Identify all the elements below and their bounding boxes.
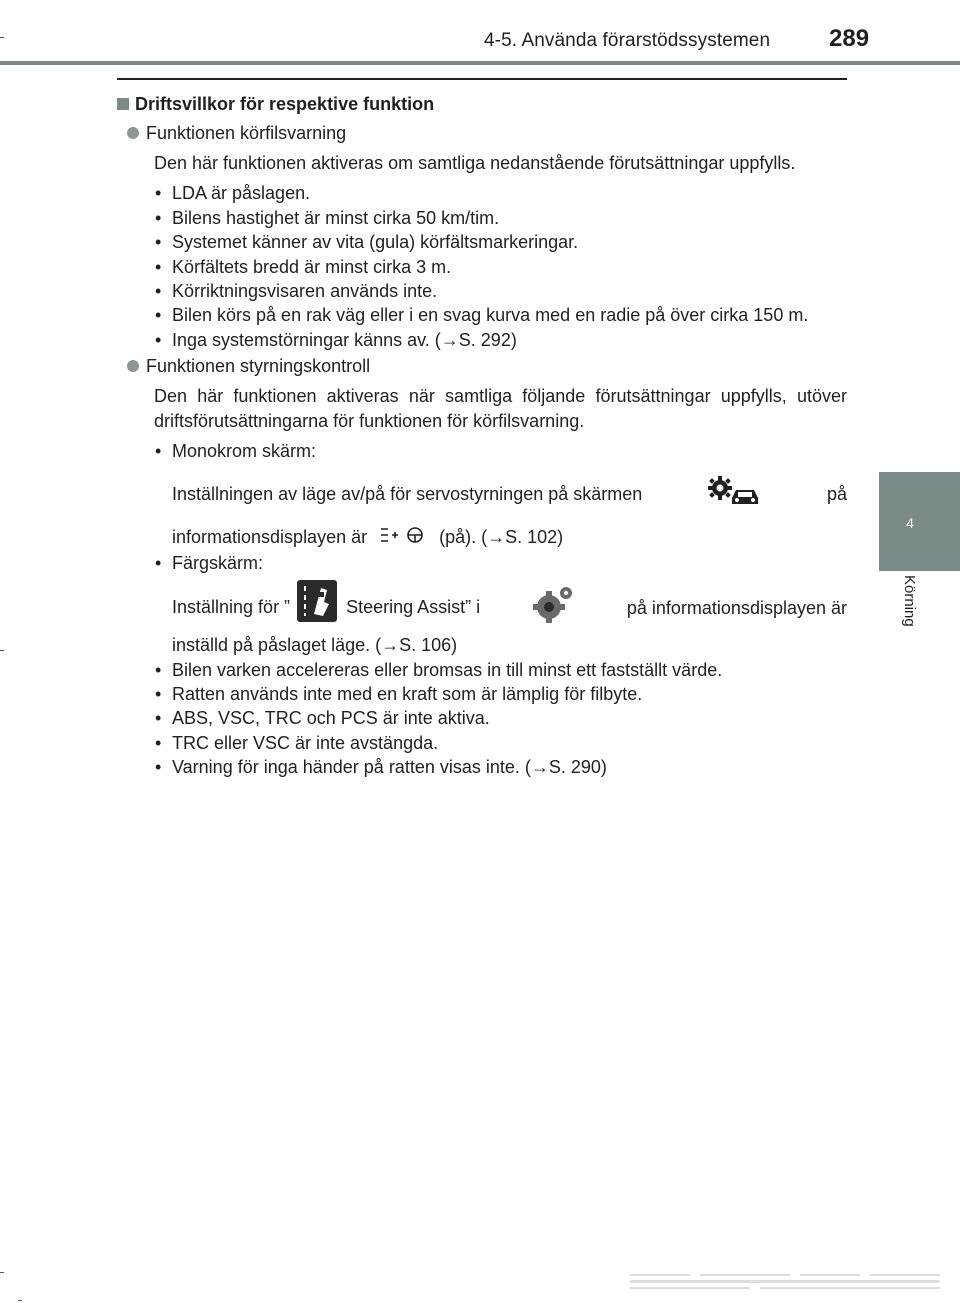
crop-mark [0,650,4,651]
crop-mark [0,37,4,38]
subsection-heading-steering [117,354,847,378]
steering-assist-on-icon [378,525,428,551]
list-item: • Bilens hastighet är minst cirka 50 km/tim. [154,206,847,230]
color-text: på informationsdisplayen är [626,597,847,618]
monochrome-line-1 [172,476,847,512]
section-heading [117,92,847,116]
lda-intro: Den här funktionen aktiveras om samtliga nedanstående förutsättningar uppfylls. [154,153,796,173]
chapter-number: 4 [906,515,914,531]
color-label: Färgskärm: [172,553,264,574]
steering-conditions-list [154,439,847,780]
list-item: • Bilen körs på en rak väg eller i en svag kurva med en radie på över cirka 150 m. [154,303,847,327]
page-content [117,92,847,780]
monochrome-text: informationsdisplayen är [172,526,368,547]
list-item-color [154,551,847,657]
steering-intro: Den här funktionen aktiveras när samtliga följande förutsättningar uppfylls, utöver driftsförutsättningarna för funktionen för körfilsvarning. [154,386,847,431]
header-section-title: 4-5. Använda förarstödssystemen [484,30,771,51]
list-item: • TRC eller VSC är inte avstängda. [154,731,847,755]
lda-conditions-list [154,181,847,352]
list-item-monochrome [154,439,847,551]
chapter-label: Körning [901,575,918,627]
monochrome-line-2 [172,525,847,551]
color-line-2: inställd på påslaget läge. (→S. 106) [172,635,458,656]
monochrome-text: (på). (→S. 102) [439,526,564,547]
crop-mark [18,1300,22,1301]
square-bullet-icon [117,98,129,110]
list-item: • ABS, VSC, TRC och PCS är inte aktiva. [154,706,847,730]
monochrome-label: Monokrom skärm: [172,441,317,462]
list-item: • LDA är påslagen. [154,181,847,205]
list-item: • Inga systemstörningar känns av. (→S. 292) [154,328,847,352]
watermark-logo [630,1268,950,1298]
color-text-group [172,588,480,628]
circle-bullet-icon [127,360,139,372]
lane-assist-app-icon [297,580,337,628]
monochrome-text: på [826,484,847,505]
color-text: Steering Assist” i [346,596,481,617]
list-item: • Varning för inga händer på ratten visas inte. (→S. 290) [154,755,847,779]
subsection-title: Funktionen styrningskontroll [146,356,371,377]
settings-vehicle-icon [706,476,764,512]
list-item: • Körfältets bredd är minst cirka 3 m. [154,255,847,279]
color-text: Inställning för ” [172,596,291,617]
page-number: 289 [829,25,870,52]
circle-bullet-icon [127,127,139,139]
section-title: Driftsvillkor för respektive funktion [135,93,435,114]
subsection-title: Funktionen körfilsvarning [146,122,347,143]
list-item: • Bilen varken accelereras eller bromsas in till minst ett fastställt värde. [154,658,847,682]
list-item: • Ratten används inte med en kraft som är lämplig för filbyte. [154,682,847,706]
color-line-1 [172,585,847,631]
header-rule [0,61,960,65]
crop-mark [0,1272,4,1273]
monochrome-text: Inställningen av läge av/på för servostyrningen på skärmen [172,484,643,505]
settings-gear-icon [532,585,576,631]
list-item: • Systemet känner av vita (gula) körfältsmarkeringar. [154,230,847,254]
content-top-rule [117,78,847,80]
chapter-tab[interactable] [879,472,960,571]
subsection-heading-lda [117,121,847,145]
list-item: • Körriktningsvisaren används inte. [154,279,847,303]
